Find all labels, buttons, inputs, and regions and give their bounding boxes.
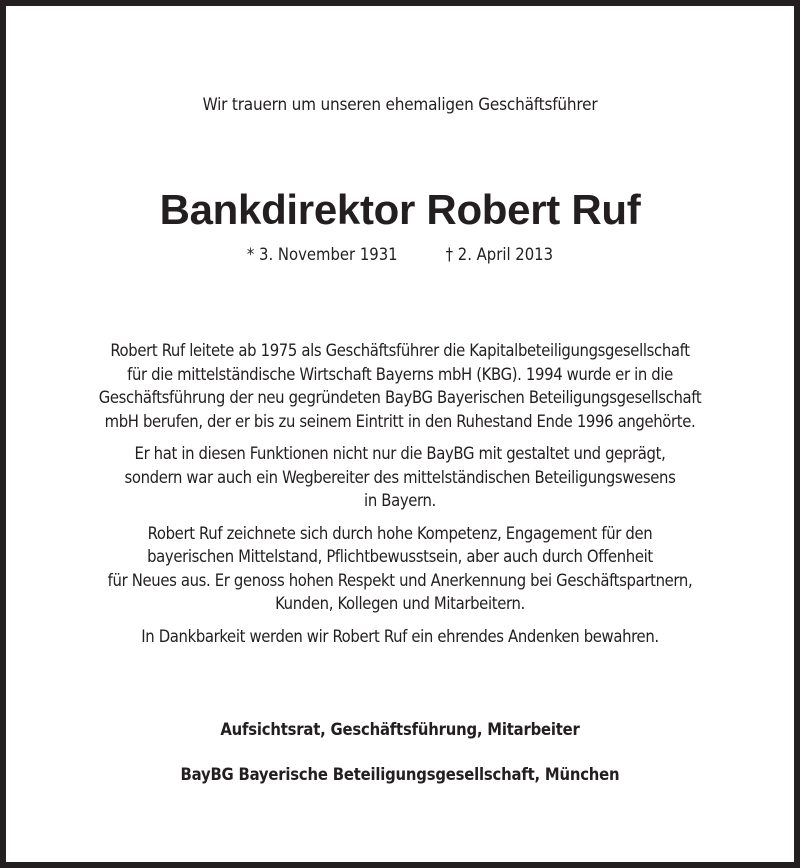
paragraph-career: [6, 339, 794, 433]
life-dates: [6, 245, 794, 264]
text-line: in Bayern.: [364, 491, 436, 510]
birth-date: * 3. November 1931: [246, 245, 398, 264]
text-line: Robert Ruf zeichnete sich durch hohe Kompetenz, Engagement für den: [147, 523, 653, 543]
obituary-body: [6, 339, 794, 657]
text-line: In Dankbarkeit werden wir Robert Ruf ein ehrendes Andenken bewahren.: [141, 626, 659, 646]
text-line: mbH berufen, der er bis zu seinem Eintritt in den Ruhestand Ende 1996 angehörte.: [104, 411, 696, 431]
notice-title: Bankdirektor Robert Ruf: [159, 186, 641, 233]
paragraph-character: [6, 522, 794, 616]
text-line: für Neues aus. Er genoss hohen Respekt und Anerkennung bei Geschäftspartnern,: [107, 570, 693, 590]
text-line: Robert Ruf leitete ab 1975 als Geschäftsführer die Kapitalbeteiligungsgesellschaft: [110, 341, 690, 360]
text-line: sondern war auch ein Wegbereiter des mittelständischen Beteiligungswesens: [124, 467, 676, 487]
signature-groups: Aufsichtsrat, Geschäftsführung, Mitarbeiter: [220, 720, 580, 739]
paragraph-contribution: [6, 442, 794, 513]
text-line: bayerischen Mittelstand, Pflichtbewusstsein, aber auch durch Offenheit: [147, 547, 653, 566]
intro-line: Wir trauern um unseren ehemaligen Geschäftsführer: [202, 95, 598, 115]
text-line: für die mittelständische Wirtschaft Bayerns mbH (KBG). 1994 wurde er in die: [127, 364, 673, 384]
text-line: Er hat in diesen Funktionen nicht nur die BayBG mit gestaltet und geprägt,: [134, 444, 666, 463]
text-line: Kunden, Kollegen und Mitarbeitern.: [275, 594, 525, 613]
paragraph-gratitude: [6, 625, 794, 649]
text-line: Geschäftsführung der neu gegründeten BayBG Bayerischen Beteiligungsgesellschaft: [98, 388, 702, 407]
signature-company: BayBG Bayerische Beteiligungsgesellschaft, München: [180, 765, 620, 784]
death-date: † 2. April 2013: [445, 245, 554, 264]
